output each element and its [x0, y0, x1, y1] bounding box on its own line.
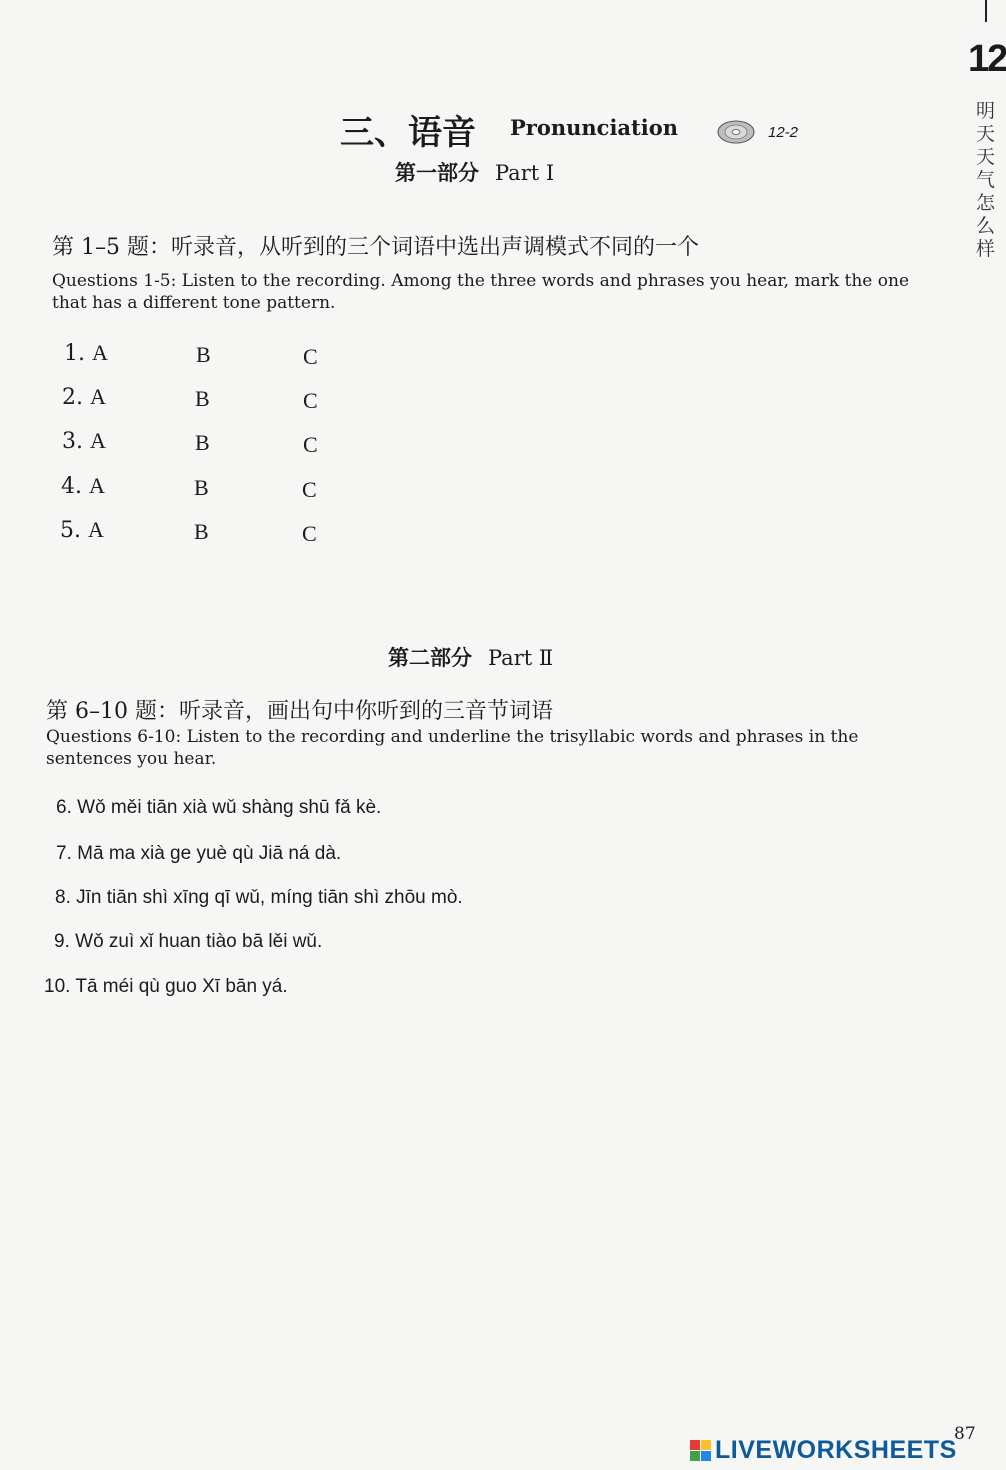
sentence-row: [56, 797, 381, 819]
question-row: [62, 384, 106, 410]
section-title: 三、语音: [340, 113, 476, 153]
chapter-edge-line: [985, 0, 987, 22]
part2-heading: [388, 642, 553, 672]
sentence-row: [55, 887, 463, 909]
option-c: C: [303, 344, 318, 369]
option-b: B: [194, 475, 209, 500]
part2-heading-zh: 第二部分: [388, 645, 472, 670]
chapter-number: 12: [968, 38, 1006, 80]
sentence-text: Jīn tiān shì xīng qī wǔ, míng tiān shì zhōu mò.: [76, 887, 463, 908]
question-number: 5.: [60, 518, 81, 543]
sentence-number: 7.: [56, 843, 72, 864]
part2-instruction-en: Questions 6-10: Listen to the recording and underline the trisyllabic words and phrases in the sentences you hear.: [46, 727, 859, 769]
sentence-row: [44, 976, 288, 998]
sentence-number: 9.: [54, 931, 70, 952]
part2-heading-en: Part Ⅱ: [488, 646, 554, 670]
option-a: A: [92, 340, 108, 365]
part2-instruction-zh: 第 6–10 题：听录音，画出句中你听到的三音节词语: [46, 699, 553, 724]
sentence-row: [56, 843, 341, 865]
question-number: 1.: [64, 341, 85, 366]
question-row: [60, 517, 104, 543]
option-b: B: [195, 386, 210, 411]
audio-track-label: 12-2: [768, 124, 799, 141]
section-title-english: Pronunciation: [510, 115, 678, 140]
option-a: A: [88, 517, 104, 542]
question-row: [64, 340, 108, 366]
part1-heading-zh: 第一部分: [395, 160, 479, 185]
option-a: A: [89, 473, 105, 498]
sentence-text: Tā méi qù guo Xī bān yá.: [75, 976, 288, 997]
option-b: B: [195, 430, 210, 455]
question-row: [62, 428, 106, 454]
option-a: A: [90, 384, 106, 409]
option-c: C: [303, 432, 318, 457]
option-b: B: [196, 342, 211, 367]
part1-heading-en: Part Ⅰ: [495, 161, 555, 185]
page-number: 87: [954, 1424, 976, 1444]
option-c: C: [303, 388, 318, 413]
option-a: A: [90, 428, 106, 453]
liveworksheets-brand: LIVEWORKSHEETS: [715, 1436, 957, 1464]
question-number: 3.: [62, 429, 83, 454]
option-c: C: [302, 477, 317, 502]
part1-instruction-en: Questions 1-5: Listen to the recording. Among the three words and phrases you hear, mark the one that has a different tone pattern.: [52, 271, 910, 313]
sentence-number: 6.: [56, 797, 72, 818]
chapter-title-vertical: 明天天气怎么样: [976, 100, 996, 260]
part1-instruction-zh: 第 1–5 题：听录音，从听到的三个词语中选出声调模式不同的一个: [52, 235, 699, 260]
question-number: 2.: [62, 385, 83, 410]
question-number: 4.: [61, 474, 82, 499]
part1-heading: [395, 157, 554, 187]
cd-icon: [716, 116, 756, 150]
sentence-number: 8.: [55, 887, 71, 908]
sentence-row: [54, 931, 322, 953]
option-c: C: [302, 521, 317, 546]
sentence-text: Mā ma xià ge yuè qù Jiā ná dà.: [77, 843, 342, 864]
sentence-number: 10.: [44, 976, 71, 997]
option-b: B: [194, 519, 209, 544]
question-row: [61, 473, 105, 499]
liveworksheets-logo-icon: [690, 1440, 711, 1461]
liveworksheets-watermark: [690, 1436, 957, 1465]
sentence-text: Wǒ zuì xǐ huan tiào bā lěi wǔ.: [75, 931, 323, 952]
sentence-text: Wǒ měi tiān xià wǔ shàng shū fǎ kè.: [77, 797, 382, 818]
